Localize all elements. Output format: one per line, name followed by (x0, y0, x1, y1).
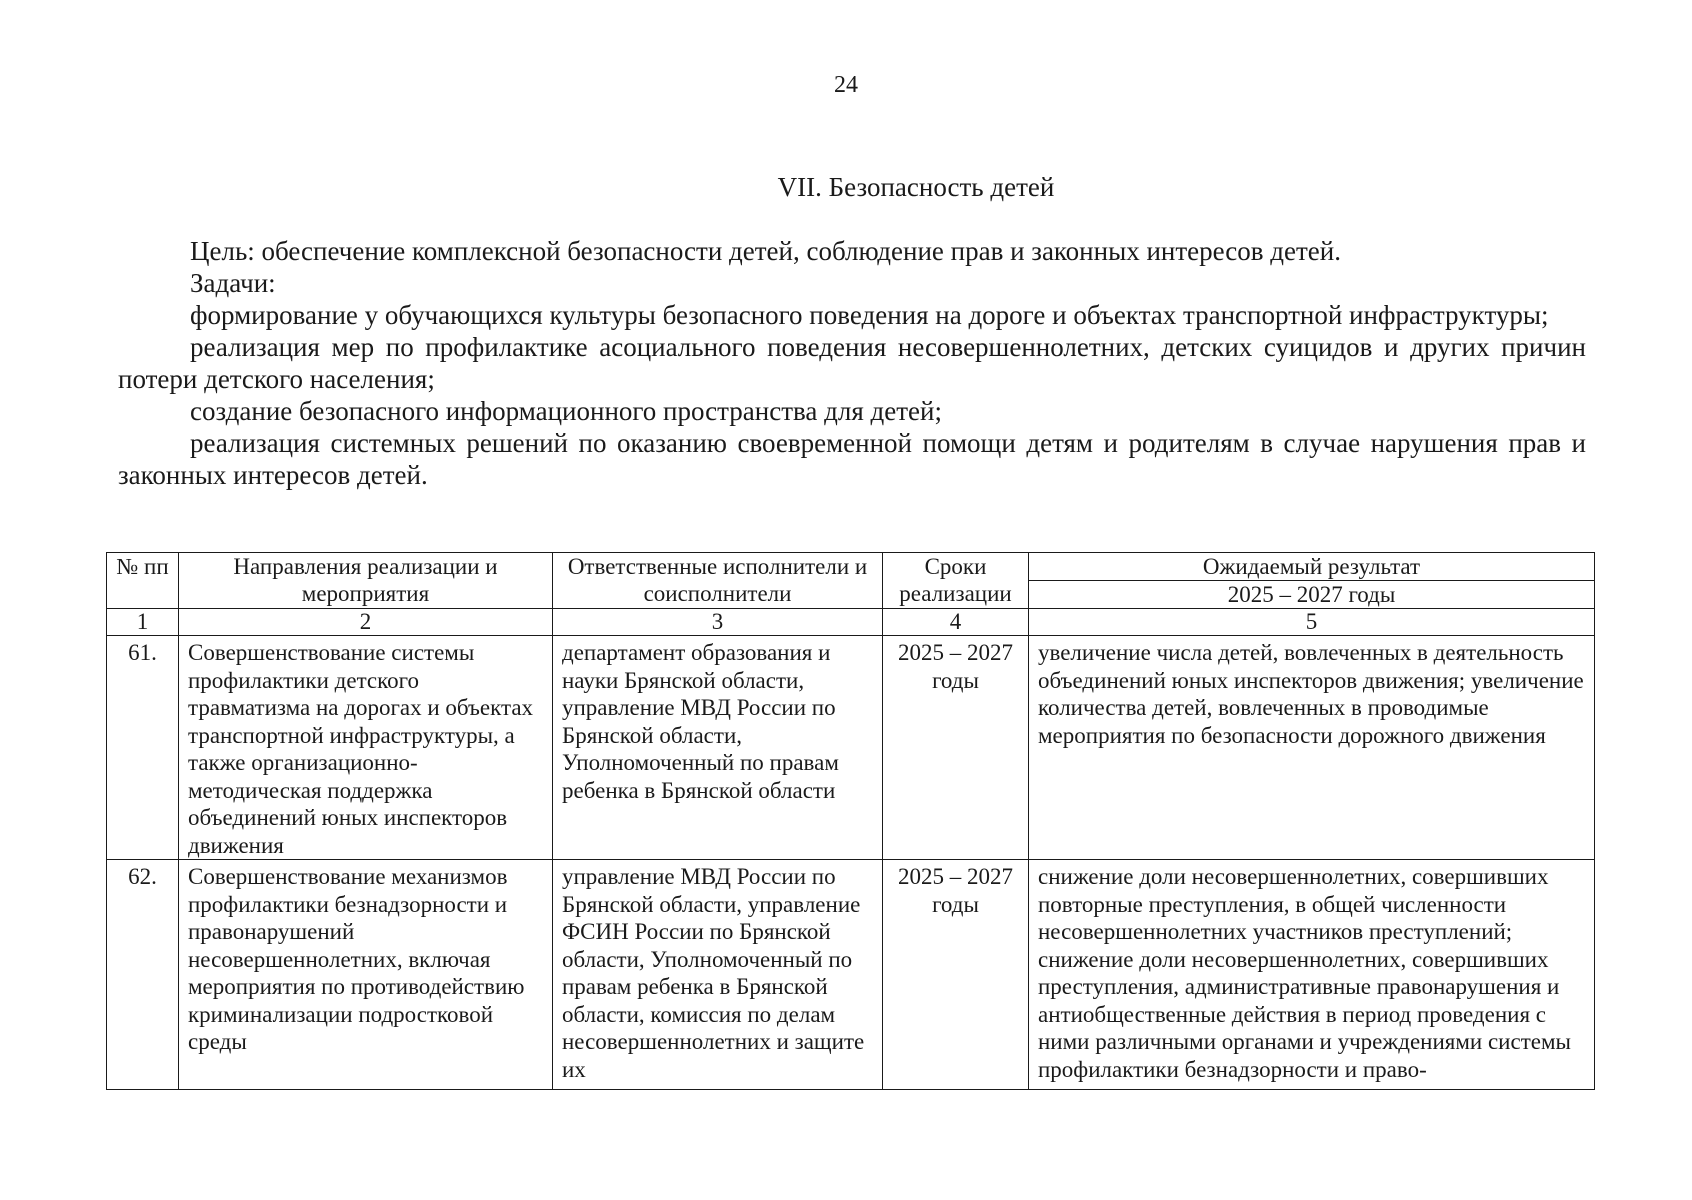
column-number: 4 (883, 609, 1029, 636)
row-period: 2025 – 2027 годы (883, 860, 1029, 1090)
row-direction: Совершенствование системы профилактики детского травматизма на дорогах и объектах транспортной инфраструктуры, а также организационно-методическая поддержка объединений юных инспекторов движения (179, 636, 553, 860)
task-item: реализация системных решений по оказанию своевременной помощи детям и родителям в случае нарушения прав и законных интересов детей. (118, 428, 1586, 490)
row-result: снижение доли несовершеннолетних, совершивших повторные преступления, в общей численности несовершеннолетних участников преступлений; снижение доли несовершеннолетних, совершивших преступления, административные правонарушения и антиобщественные действия в период проведения с ними различными органами и учреждениями системы профилактики безнадзорности и право- (1029, 860, 1595, 1090)
row-executors: управление МВД России по Брянской области, управление ФСИН России по Брянской области, Уполномоченный по правам ребенка в Брянской области, комиссия по делам несовершеннолетних и защите их (553, 860, 883, 1090)
measures-table (106, 552, 1595, 1090)
row-period: 2025 – 2027 годы (883, 636, 1029, 860)
row-executors: департамент образования и науки Брянской области, управление МВД России по Брянской области, Уполномоченный по правам ребенка в Брянской области (553, 636, 883, 860)
intro-text (118, 235, 1586, 491)
table-row (107, 860, 1595, 1090)
table-row (107, 636, 1595, 860)
row-result: увеличение числа детей, вовлеченных в деятельность объединений юных инспекторов движения; увеличение количества детей, вовлеченных в проводимые мероприятия по безопасности дорожного движения (1029, 636, 1595, 860)
header-executors: Ответственные исполнители и соисполнители (553, 553, 883, 609)
task-item: формирование у обучающихся культуры безопасного поведения на дороге и объектах транспортной инфраструктуры; (190, 300, 1549, 330)
section-title: VII. Безопасность детей (777, 172, 1055, 202)
column-number-row (107, 609, 1595, 636)
page-number: 24 (834, 72, 858, 98)
column-number: 5 (1029, 609, 1595, 636)
row-number: 61. (107, 636, 179, 860)
header-result: Ожидаемый результат (1029, 553, 1595, 581)
row-number: 62. (107, 860, 179, 1090)
task-item: реализация мер по профилактике асоциального поведения несовершеннолетних, детских суицидов и других причин потери детского населения; (118, 332, 1586, 394)
header-period: Сроки реализации (883, 553, 1029, 609)
column-number: 2 (179, 609, 553, 636)
column-number: 1 (107, 609, 179, 636)
tasks-heading: Задачи: (190, 268, 276, 298)
header-num: № пп (107, 553, 179, 609)
task-item: создание безопасного информационного пространства для детей; (190, 396, 942, 426)
header-direction: Направления реализации и мероприятия (179, 553, 553, 609)
column-number: 3 (553, 609, 883, 636)
row-direction: Совершенствование механизмов профилактики безнадзорности и правонарушений несовершеннолетних, включая мероприятия по противодействию криминализации подростковой среды (179, 860, 553, 1090)
header-result-years: 2025 – 2027 годы (1029, 581, 1595, 609)
goal-paragraph: Цель: обеспечение комплексной безопасности детей, соблюдение прав и законных интересов детей. (190, 236, 1341, 266)
table-header (107, 553, 1595, 609)
